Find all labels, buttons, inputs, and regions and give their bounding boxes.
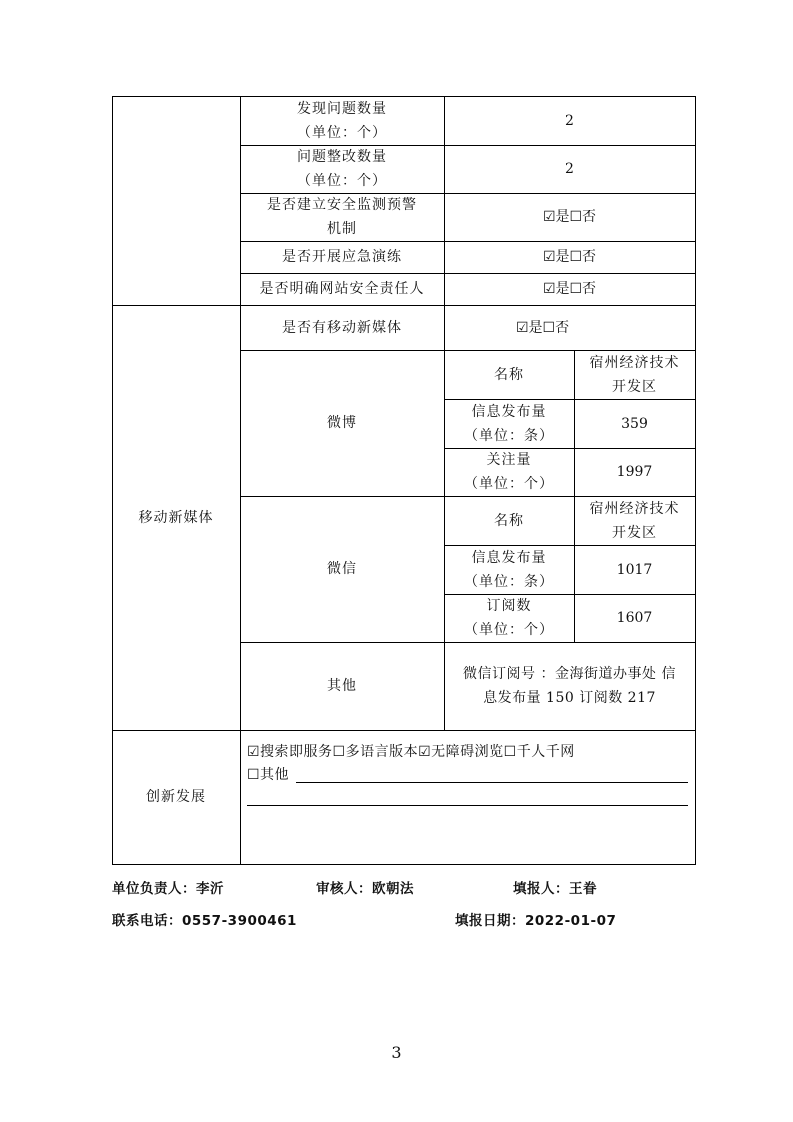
monitoring-label: [240, 193, 444, 241]
drill-label: 是否开展应急演练: [282, 249, 402, 265]
monitoring-label-line2: 机制: [327, 221, 357, 237]
other-media-value: [444, 642, 695, 730]
found-issues-label-line1: 发现问题数量: [297, 100, 387, 117]
other-media-value-line2: 息发布量 150 订阅数 217: [483, 690, 656, 706]
monitoring-value: ☑是☐否: [542, 209, 597, 225]
weibo-label: 微博: [327, 415, 357, 431]
weibo-followers-label: [444, 448, 574, 496]
wechat-name-value-line2: 开发区: [612, 524, 657, 541]
monitoring-label-line1: 是否建立安全监测预警: [267, 197, 417, 213]
found-issues-value: 2: [565, 112, 574, 129]
wechat-name-label: 名称: [494, 512, 524, 529]
wechat-subs-label-line2: （单位：个）: [464, 622, 554, 638]
innovation-other-underline: [296, 782, 688, 783]
innovation-section-label: 创新发展: [146, 789, 206, 805]
found-issues-label-line2: （单位：个）: [297, 124, 387, 141]
wechat-subs-label: [444, 594, 574, 642]
contact-phone: 联系电话：0557-3900461: [112, 913, 297, 929]
has-media-value: ☑是☐否: [516, 319, 570, 336]
drill-value: ☑是☐否: [542, 249, 597, 265]
wechat-posts-label-line2: （单位：条）: [464, 573, 554, 590]
weibo-posts-label-line2: （单位：条）: [464, 427, 554, 444]
report-date: 填报日期：2022-01-07: [455, 913, 617, 929]
weibo-followers-value: 1997: [616, 464, 653, 480]
weibo-name-value-line2: 开发区: [612, 378, 657, 395]
other-media-value-line1: 微信订阅号 ：金海街道办事处 信: [463, 666, 676, 682]
security-owner-value: ☑是☐否: [542, 281, 597, 297]
reviewer: 审核人：欧朝法: [316, 881, 414, 897]
wechat-label: 微信: [327, 561, 357, 577]
weibo-name-value: [574, 350, 695, 399]
weibo-posts-label-line1: 信息发布量: [471, 403, 547, 420]
wechat-subs-label-line1: 订阅数: [486, 598, 532, 614]
innovation-options-line2: ☐其他: [247, 767, 290, 783]
media-section-label: 移动新媒体: [138, 509, 214, 526]
innovation-options-line1: ☑搜索即服务☐多语言版本☑无障碍浏览☐千人千网: [247, 744, 575, 760]
wechat-name-value-line1: 宿州经济技术: [589, 500, 680, 517]
fixed-issues-label: [240, 145, 444, 193]
weibo-name-label: 名称: [494, 366, 524, 383]
weibo-name-value-line1: 宿州经济技术: [589, 354, 680, 371]
fixed-issues-label-line2: （单位：个）: [297, 173, 387, 189]
wechat-name-value: [574, 496, 695, 545]
innovation-blank-underline: [247, 805, 688, 806]
unit-head: 单位负责人：李沂: [112, 881, 224, 897]
weibo-followers-label-line1: 关注量: [486, 452, 532, 468]
other-media-label: 其他: [327, 678, 357, 694]
wechat-posts-value: 1017: [616, 561, 653, 578]
weibo-posts-value: 359: [621, 415, 648, 432]
filler: 填报人：王眷: [513, 881, 597, 897]
wechat-posts-label: [444, 545, 574, 594]
security-owner-label: 是否明确网站安全责任人: [259, 281, 425, 297]
weibo-followers-label-line2: （单位：个）: [464, 476, 554, 492]
wechat-posts-label-line1: 信息发布量: [471, 549, 547, 566]
fixed-issues-value: 2: [565, 161, 574, 177]
fixed-issues-label-line1: 问题整改数量: [297, 149, 387, 165]
page-number: 3: [391, 1043, 402, 1062]
found-issues-label: [240, 96, 444, 145]
has-media-label: 是否有移动新媒体: [282, 319, 402, 336]
wechat-subs-value: 1607: [616, 610, 653, 626]
weibo-posts-label: [444, 399, 574, 448]
